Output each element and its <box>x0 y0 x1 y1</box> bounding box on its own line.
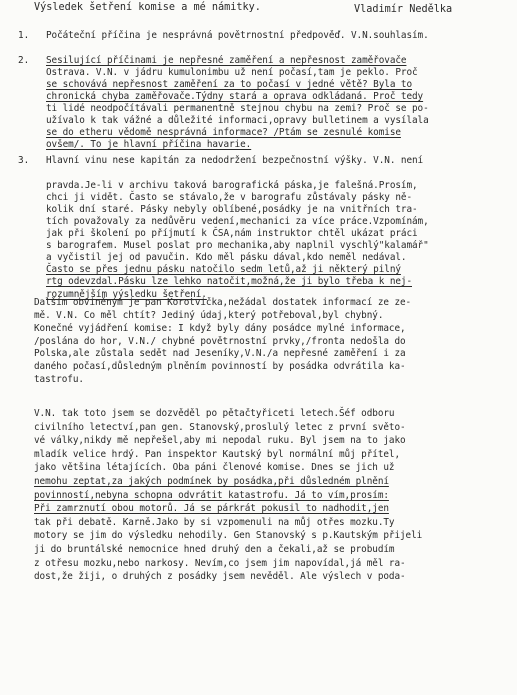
list-item-line: Počáteční příčina je nesprávná povětrnostní předpověď. V.N.souhlasím. <box>46 30 429 41</box>
list-item-line: se schovává nepřesnost zaměření za to počasí v jedné větě? Byla to <box>46 79 412 91</box>
list-item-line: tích považovaly za nedůvěru vedení,mechanici za více práce.Vzpomínám, <box>46 216 429 228</box>
paragraph-line: /poslána do hor, V.N./ chybné povětrnostní prvky,/fronta nedošla do <box>34 335 406 347</box>
list-item-number: 3. <box>18 155 30 166</box>
paragraph-line: z otřesu mozku,nebo narkosy. Nevím,co jsem jim napovídal,já měl ra- <box>34 557 406 569</box>
list-item-line: kolik dní staré. Pásky nebyly oblíbené,posádky je na vnitřních tra- <box>46 204 418 216</box>
paragraph-line: Konečné vyjádření komise: I když byly dány posádce mylné informace, <box>34 322 406 334</box>
paragraph-line: Dalším obviněným je pan Korotvička,nežádal dostatek informací ze ze- <box>34 297 412 308</box>
paragraph-line: Při zamrznutí obou motorů. Já se párkrát pokusil to nadhodit,jen <box>34 503 389 515</box>
list-item-line: Často se přes jednu pásku natočilo sedm letů,až ji některý pilný <box>46 264 401 276</box>
paragraph-line: nemohu zeptat,za jakých podmínek by posádka,při důsledném plnění <box>34 476 389 487</box>
list-item-line: jak při školení po příjmutí k ČSA,nám instruktor chtěl ukázat práci <box>46 228 418 240</box>
paragraph-line: mladík velice hrdý. Pan inspektor Kautský byl normální můj přítel, <box>34 448 400 460</box>
paragraph-line: V.N. tak toto jsem se dozvěděl po pětačtyřiceti letech.Šéf odboru <box>34 408 395 419</box>
list-item-line: ovšem/. To je hlavní příčina havarie. <box>46 139 252 151</box>
paragraph-line: vé války,nikdy mě nepřešel,aby mi nepodal ruku. Byl jsem na to jako <box>34 435 406 447</box>
document-header <box>34 2 505 18</box>
list-item-line: s barografem. Musel poslat pro mechanika,aby naplnil vyschlý"kalamář" <box>46 240 429 252</box>
list-item-line: Hlavní vinu nese kapitán za nedodržení bezpečnostní výšky. V.N. není <box>46 155 424 166</box>
list-item-line: se do etheru vědomě nesprávná informace? /Ptám se zesnulé komise <box>46 127 401 139</box>
list-item-line: chci ji vidět. Často se stávalo,že v barografu zůstávaly pásky ně- <box>46 192 412 204</box>
paragraph-line: daného počasí,důsledným plněním povinností by posádka odvrátila ka- <box>34 361 406 373</box>
paragraph-line: jako většina létajících. Oba páni členové komise. Dnes se jich už <box>34 462 395 474</box>
document-author: Vladimír Nedělka <box>354 4 453 15</box>
list-item-line: rtg odevzdal.Pásku lze lehko natočit,možná,že ji bylo třeba k nej- <box>46 276 412 288</box>
list-item-line: ti lidé neodpočítávali permanentně stejnou chybu na zemi? Proč se po- <box>46 103 429 115</box>
list-item-line: užívalo k tak vážné a důležité informaci,opravy bulletinem a vysílala <box>46 115 429 127</box>
document-title: Výsledek šetření komise a mé námitky. <box>34 2 261 13</box>
list-item-line: Ostrava. V.N. v jádru kumulonimbu už není počasí,tam je peklo. Proč <box>46 67 418 79</box>
list-item-line: rozumnějším výsledku šetření. <box>46 288 207 300</box>
list-item-line: chronická chyba zaměřovače.Týdny stará a oprava odkládaná. Proč tedy <box>46 91 424 103</box>
paragraph-line: povinností,nebyna schopna odvrátit katastrofu. Já to vím,prosím: <box>34 489 389 501</box>
list-item-number: 1. <box>18 30 30 41</box>
paragraph-line: tak při debatě. Karně.Jako by si vzpomenuli na můj otřes mozku.Ty <box>34 516 395 528</box>
paragraph-line: motory se jim do výsledku nehodily. Gen Stanovský s p.Kautským přijeli <box>34 530 423 542</box>
paragraph-line: Polska,ale zůstala sedět nad Jeseníky,V.N./a nepřesné zaměření i za <box>34 348 406 360</box>
list-item-line: Sesilující příčinami je nepřesné zaměření a nepřesnost zaměřovače <box>46 55 407 66</box>
list-item-line: pravda.Je-li v archivu taková barografická páska,je falešná.Prosím, <box>46 180 418 192</box>
paragraph-line: dost,že žiji, o druhých z posádky jsem nevěděl. Ale výslech v poda- <box>34 571 406 583</box>
paragraph-line: mě. V.N. Co měl chtít? Jediný údaj,který potřeboval,byl chybný. <box>34 309 384 321</box>
paragraph-line: civilního letectví,pan gen. Stanovský,proslulý letec z první světo- <box>34 421 406 433</box>
paragraph-line: ji do bruntálské nemocnice hned druhý den a čekali,až se probudím <box>34 544 395 555</box>
paragraph-line: tastrofu. <box>34 374 84 386</box>
list-item-number: 2. <box>18 55 30 66</box>
list-item-line: a vyčistil jej od pavučin. Kdo měl pásku dával,kdo neměl nedával. <box>46 252 407 264</box>
